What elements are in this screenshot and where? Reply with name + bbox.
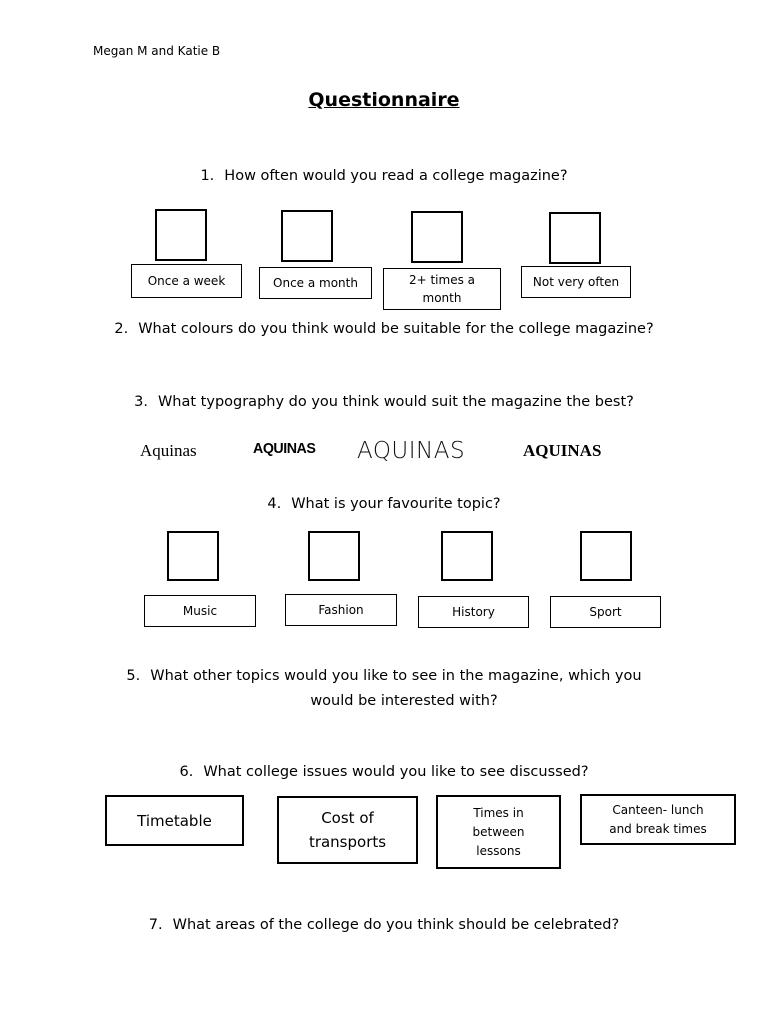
question-number: 3. [134,394,148,410]
checkbox-once-a-month[interactable] [281,210,333,262]
option-label-not-very-often [521,266,631,298]
checkbox-history[interactable] [441,531,493,581]
checkbox-once-a-week[interactable] [155,209,207,261]
question-text: What is your favourite topic? [291,496,501,512]
option-label-text: month [422,291,462,305]
question-number: 4. [267,496,282,512]
option-label-once-a-month [259,267,372,299]
typography-sample-condensed-bold[interactable]: AQUINAS [253,440,316,457]
issue-label: transports [308,833,387,851]
question-text: What areas of the college do you think should be celebrated? [172,917,620,933]
issue-label: Timetable [137,811,212,830]
question-text: What colours do you think would be suitable for the college magazine? [138,321,654,337]
issue-label: Cost of [321,809,374,827]
page-title: Questionnaire [308,89,460,111]
issue-cost-of-transports[interactable] [277,796,418,864]
option-label-text: Once a week [147,274,226,288]
option-label-history [418,596,529,628]
option-label-text: Sport [589,605,622,619]
question-6 [0,760,768,784]
question-text: would be interested with? [310,693,498,709]
checkbox-music[interactable] [167,531,219,581]
question-number: 6. [179,764,194,780]
question-1 [0,164,768,188]
question-number: 7. [148,917,163,933]
issue-label: Canteen- lunch [612,802,704,817]
question-text: What other topics would you like to see in the magazine, which you [150,668,642,684]
option-label-music [144,595,256,627]
question-number: 1. [200,168,215,184]
option-label-sport [550,596,661,628]
authors: Megan M and Katie B [93,44,221,58]
checkbox-fashion[interactable] [308,531,360,581]
question-text: What typography do you think would suit the magazine the best? [157,394,634,410]
option-label-text: Music [182,604,218,618]
option-label-text: 2+ times a [408,273,476,287]
question-5 [0,664,768,688]
issue-label: Times in [473,805,524,820]
question-7 [0,913,768,937]
question-text: What college issues would you like to see discussed? [203,764,589,780]
question-3 [0,390,768,414]
option-label-2-plus-times-a-month [383,268,501,310]
issue-timetable[interactable] [105,795,244,846]
issue-times-between-lessons[interactable] [436,795,561,869]
issue-label: lessons [476,843,521,858]
question-4 [0,492,768,516]
option-label-once-a-week [131,264,242,298]
typography-sample-serif[interactable]: Aquinas [140,441,197,460]
checkbox-sport[interactable] [580,531,632,581]
typography-sample-bold-serif[interactable]: AQUINAS [523,441,602,460]
option-label-fashion [285,594,397,626]
question-number: 5. [126,668,141,684]
option-label-text: Once a month [273,276,358,290]
question-number: 2. [114,321,129,337]
option-label-text: Not very often [532,275,620,289]
issue-label: and break times [609,821,707,836]
issue-label: between [472,824,525,839]
checkbox-2-plus-times-a-month[interactable] [411,211,463,263]
issue-canteen-lunch-and-break-times[interactable] [580,794,736,845]
checkbox-not-very-often[interactable] [549,212,601,264]
question-text: How often would you read a college magazine? [224,168,568,184]
question-2 [0,317,768,341]
option-label-text: Fashion [318,603,364,617]
option-label-text: History [452,605,495,619]
question-5-continued [20,689,768,713]
typography-sample-light-sans[interactable]: AQUINAS [357,438,466,464]
